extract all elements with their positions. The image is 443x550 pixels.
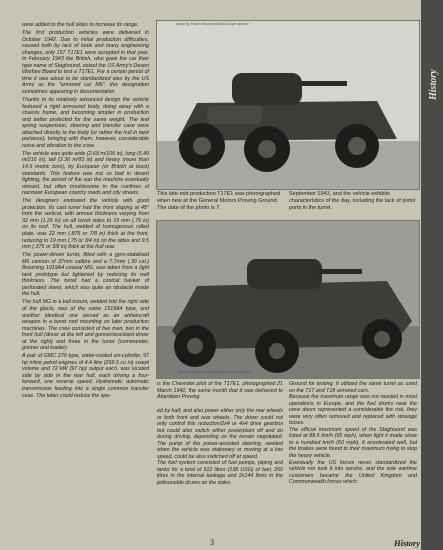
paragraph: The vehicle was quite wide (2.69 m/106 in), long (5.49 m/216 in), tall (2.36 m/93 in) and heavy (more than 14.5 metric tons), by European (or British at least) standards. This feature was not so bad in desert fighting, the period of the war the machine eventually missed, but often troublesome in the confines of narrower European country roads and city streets. <box>22 150 149 197</box>
text-column-right: Ground for testing. It utilized the same turret as used on the T17 and T18 armored cars. Because the maximum range was not needed in most operations in Europe, and the fuel drums near the crew doors represented a considerable fire risk, they were very often removed and replaced with stowage boxes. The official maximum speed of the Staghound was listed at 88.5 km/h (55 mph), when light it made close to a hundred km/h (60 mph). It accelerated well, but the brakes were found to their maximum trying to stop the heavy vehicle. Eventually the US forces never standardized the vehicle nor took it into service, and the sole wartime customers became the United Kingdom and Commonwealth forces which <box>289 381 417 486</box>
paragraph: Thanks to its relatively advanced design the vehicle featured a rigid armoured body, doing away with a chassis frame, and becoming simpler in production and better protected for the same weight. The leaf spring suspension, steering and transfer case were attached directly to the body (or rather the hull in tank parlance), bringing with them, however, considerable noise and vibration to the crew. <box>22 97 149 149</box>
footer-brand: History <box>394 538 420 548</box>
paragraph: The hull MG in a ball mount, welded into the right side of the glacis, was of the same 1919A4 type, and another identical one served as an antiaircraft weapon in a turret roof mounting on later production machines. The crew consisted of five men, two in the front hull (driver at the left and gunner/assistant driver at the right) and three in the turret (commander, gunner and loader). <box>22 299 149 352</box>
page-number: 3 <box>210 538 214 547</box>
paragraph: were added to the hull sides to increase its range. <box>22 22 139 28</box>
paragraph: The power-driven turret, fitted with a gyro-stabilised M6 cannon of 37mm calibre and a 7.7mm (.30 cal.) Browning 1919A4 coaxial MG, was taken from a light tank prototype but lightened by reducing its wall thickness. The turret had a conical basket of perforated sheet, which was quite an obstacle inside the hull. <box>22 252 149 298</box>
photo-caption-right: September 1943, and the vehicle exhibits characteristics of the day, including the lack of pistol ports in the turret. <box>289 191 416 211</box>
section-tab-label <box>424 60 440 100</box>
paragraph: The designers endowed the vehicle with good protection. Its cast turret had the front sloping at 45° from the vertical, with armour thickness varying from 32 mm (1.25 in) on all turret sides to 19 mm (.75 in) on its roof. The hull, welded of homogenous rolled plate, was 22 mm (.875 or 7/8 in) thick at the front, reducing to 19 mm (.75 or 3/4 in) on the sides and 9.5 mm (.375 or 3/8 in) thick at the hull rear. <box>22 198 149 251</box>
text-column-middle: ed by half, and also power either only the rear wheels or both front and rear wheels. The driver could not only control this reduction/2x4 or 4x4 drive gearbox but could also switch either powerplant off and on during driving, depending on the terrain negotiated. The pump of the power-assisted steering, needed when the vehicle was stationary or moving at a low speed, could be also switched off at speed. The fuel system consisted of fuel pumps, piping and tanks for a total of 522 litres (138 USG) of fuel, 265 litres in the internal tankage and 2x144 litres in the jettisonable drums on the sides. <box>157 408 283 487</box>
svg-text:History: History <box>428 69 439 100</box>
armored-car-photo-bottom <box>156 220 420 379</box>
photo-credit: photo by Patton Museum/David Doyle archive <box>178 370 251 374</box>
caption-continued: is the Chevrolet pilot of the T17E1, photographed 21 March 1942, the same month that it was delivered to Aberdeen Proving <box>157 381 283 401</box>
paragraph: The first production vehicles were delivered in October 1942. Due to initial production difficulties, caused both by lack of tools and many engineering changes, only 157 T17E1 were accepted in that year. In February 1943 the British, who gave the car their type name of Staghound, asked the US Army's Desert Warfare Board to test a T17E1. For a certain period of time it was about to be standardized also by the US Army as the "armored car M6", this designation sometimes appearing in documentation. <box>22 30 149 95</box>
photo-credit: photo by Patton Museum/David Doyle archive <box>176 22 249 26</box>
photo-caption-left: This late-mid production T17E1 was photographed when new at the General Motors Proving Ground. The date of the photo is 7 <box>157 191 281 211</box>
armored-car-photo-top <box>156 20 420 190</box>
left-text-column <box>22 22 149 401</box>
section-tab <box>421 0 443 550</box>
paragraph: A pair of GMC 270 type, water-cooled six-cylinder, 97 hp inline petrol engines of 4.4 litre (269.5 cu in) swept volume and 72 kW (97 hp) output each, was located side by side in the rear hull, each driving a four-forward, one reverse speed, Hydramatic automatic transmission feeding into a single common transfer case. The latter could reduce the spe- <box>22 353 149 399</box>
